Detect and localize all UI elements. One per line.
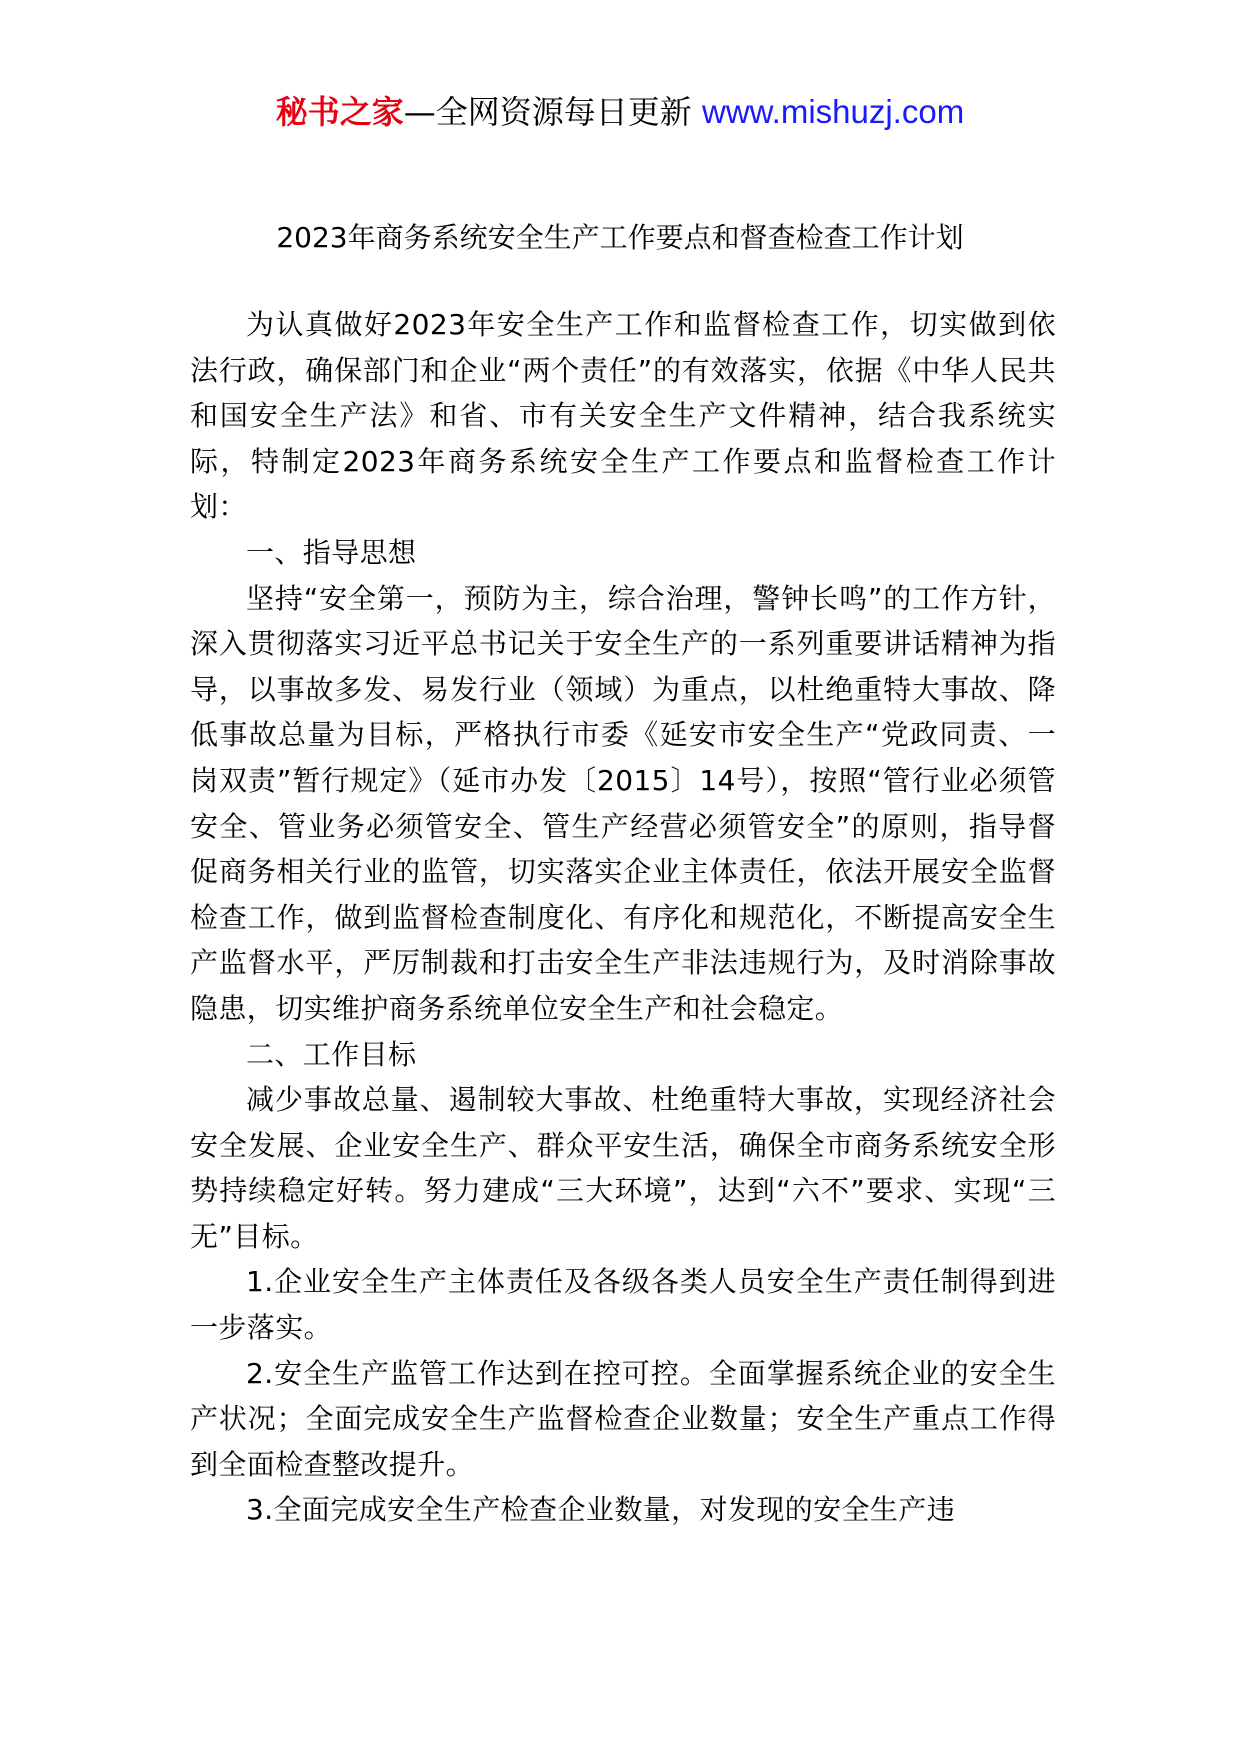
intro-paragraph: 为认真做好2023年安全生产工作和监督检查工作，切实做到依法行政，确保部门和企业“两个责任”的有效落实，依据《中华人民共和国安全生产法》和省、市有关安全生产文件精神，结合我系统实际，特制定2023年商务系统安全生产工作要点和监督检查工作计划： bbox=[190, 308, 1056, 524]
site-header bbox=[0, 92, 1240, 132]
document-body bbox=[190, 302, 1056, 1533]
site-brand: 秘书之家 bbox=[275, 93, 404, 131]
document-title: 2023年商务系统安全生产工作要点和督查检查工作计划 bbox=[276, 221, 964, 254]
site-tagline: —全网资源每日更新 bbox=[403, 93, 702, 131]
section-heading-work-goals: 二、工作目标 bbox=[246, 1037, 417, 1071]
goal-item-2: 2.安全生产监管工作达到在控可控。全面掌握系统企业的安全生产状况；全面完成安全生产监督检查企业数量；安全生产重点工作得到全面检查整改提升。 bbox=[190, 1356, 1056, 1481]
goal-item-3: 3.全面完成安全生产检查企业数量，对发现的安全生产违 bbox=[246, 1493, 956, 1527]
goal-item-1: 1.企业安全生产主体责任及各级各类人员安全生产责任制得到进一步落实。 bbox=[190, 1265, 1056, 1345]
section-heading-guiding-ideology: 一、指导思想 bbox=[246, 535, 417, 569]
guiding-ideology-paragraph: 坚持“安全第一，预防为主，综合治理，警钟长鸣”的工作方针，深入贯彻落实习近平总书记关于安全生产的一系列重要讲话精神为指导，以事故多发、易发行业（领域）为重点，以杜绝重特大事故、降低事故总量为目标，严格执行市委《延安市安全生产“党政同责、一岗双责”暂行规定》（延市办发〔2015〕14号），按照“管行业必须管安全、管业务必须管安全、管生产经营必须管安全”的原则，指导督促商务相关行业的监管，切实落实企业主体责任，依法开展安全监督检查工作，做到监督检查制度化、有序化和规范化，不断提高安全生产监督水平，严厉制裁和打击安全生产非法违规行为，及时消除事故隐患，切实维护商务系统单位安全生产和社会稳定。 bbox=[190, 581, 1056, 1025]
site-url-link[interactable]: www.mishuzj.com bbox=[701, 93, 965, 130]
work-goals-paragraph: 减少事故总量、遏制较大事故、杜绝重特大事故，实现经济社会安全发展、企业安全生产、群众平安生活，确保全市商务系统安全形势持续稳定好转。努力建成“三大环境”，达到“六不”要求、实现“三无”目标。 bbox=[190, 1083, 1056, 1253]
